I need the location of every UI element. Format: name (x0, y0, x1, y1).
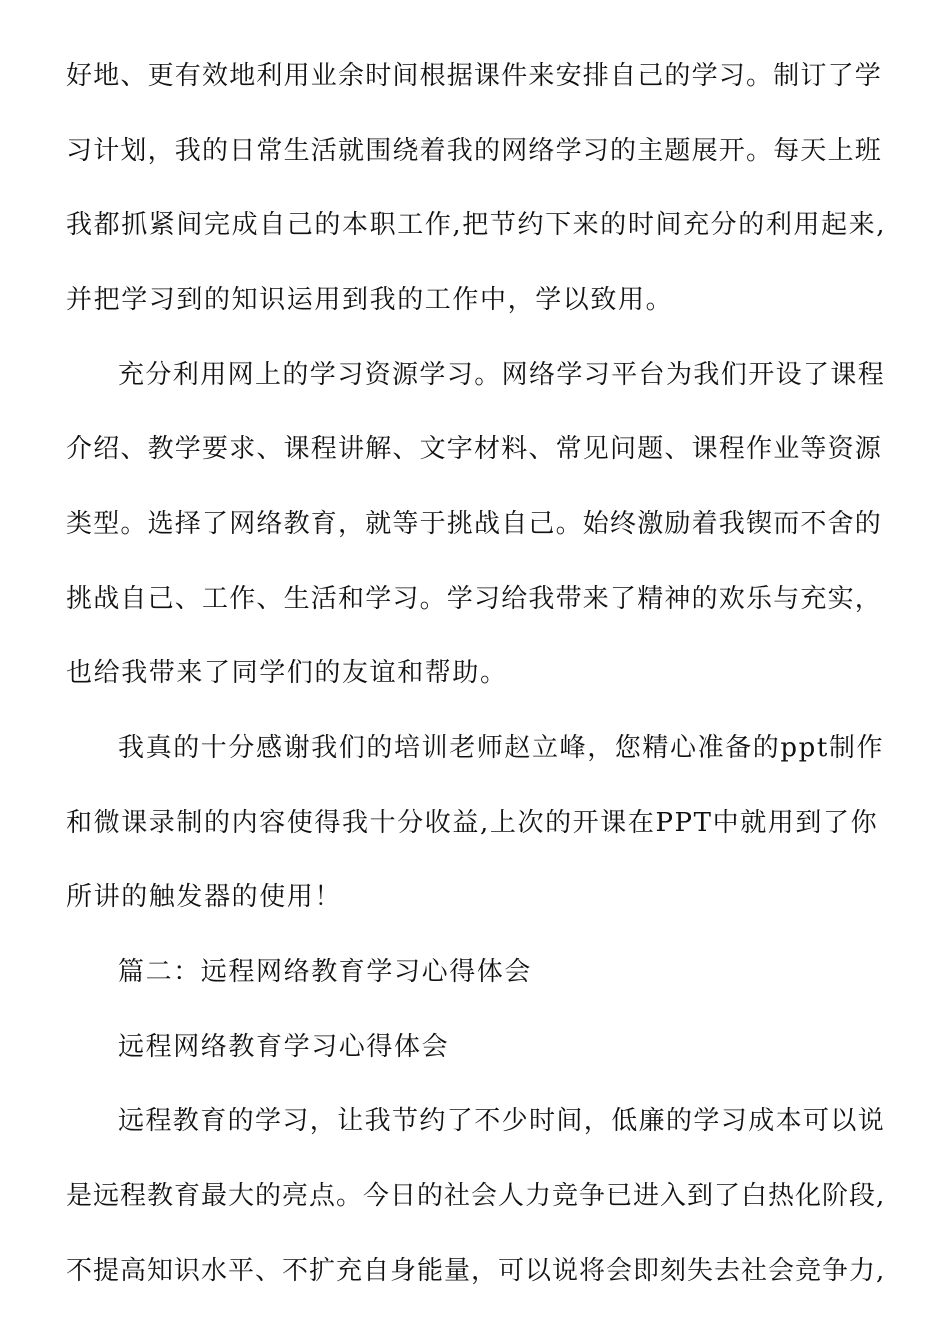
text-line: 也给我带来了同学们的友谊和帮助。 (66, 658, 508, 688)
text-line: 挑战自己、工作、生活和学习。学习给我带来了精神的欢乐与充实， (66, 584, 883, 614)
text-line: 和微课录制的内容使得我十分收益,上次的开课在PPT中就用到了你 (66, 808, 879, 838)
text-line: 是远程教育最大的亮点。今日的社会人力竞争已进入到了白热化阶段, (66, 1181, 886, 1211)
text-line: 远程教育的学习，让我节约了不少时间，低廉的学习成本可以说 (118, 1106, 886, 1136)
article-title: 远程网络教育学习心得体会 (118, 1032, 450, 1062)
text-line: 所讲的触发器的使用！ (66, 882, 343, 912)
text-line: 不提高知识水平、不扩充自身能量，可以说将会即刻失去社会竞争力, (66, 1256, 886, 1286)
section-heading: 篇二：远程网络教育学习心得体会 (118, 957, 533, 987)
text-line: 我都抓紧间完成自己的本职工作,把节约下来的时间充分的利用起来, (66, 210, 887, 240)
text-line: 介绍、教学要求、课程讲解、文字材料、常见问题、课程作业等资源 (66, 434, 883, 464)
text-line: 类型。选择了网络教育，就等于挑战自己。始终激励着我锲而不舍的 (66, 509, 883, 539)
text-line: 充分利用网上的学习资源学习。网络学习平台为我们开设了课程 (118, 360, 886, 390)
text-line: 习计划，我的日常生活就围绕着我的网络学习的主题展开。每天上班 (66, 136, 883, 166)
text-line: 并把学习到的知识运用到我的工作中，学以致用。 (66, 285, 674, 315)
text-line: 好地、更有效地利用业余时间根据课件来安排自己的学习。制订了学 (66, 61, 883, 91)
text-line: 我真的十分感谢我们的培训老师赵立峰，您精心准备的ppt制作 (118, 733, 885, 763)
